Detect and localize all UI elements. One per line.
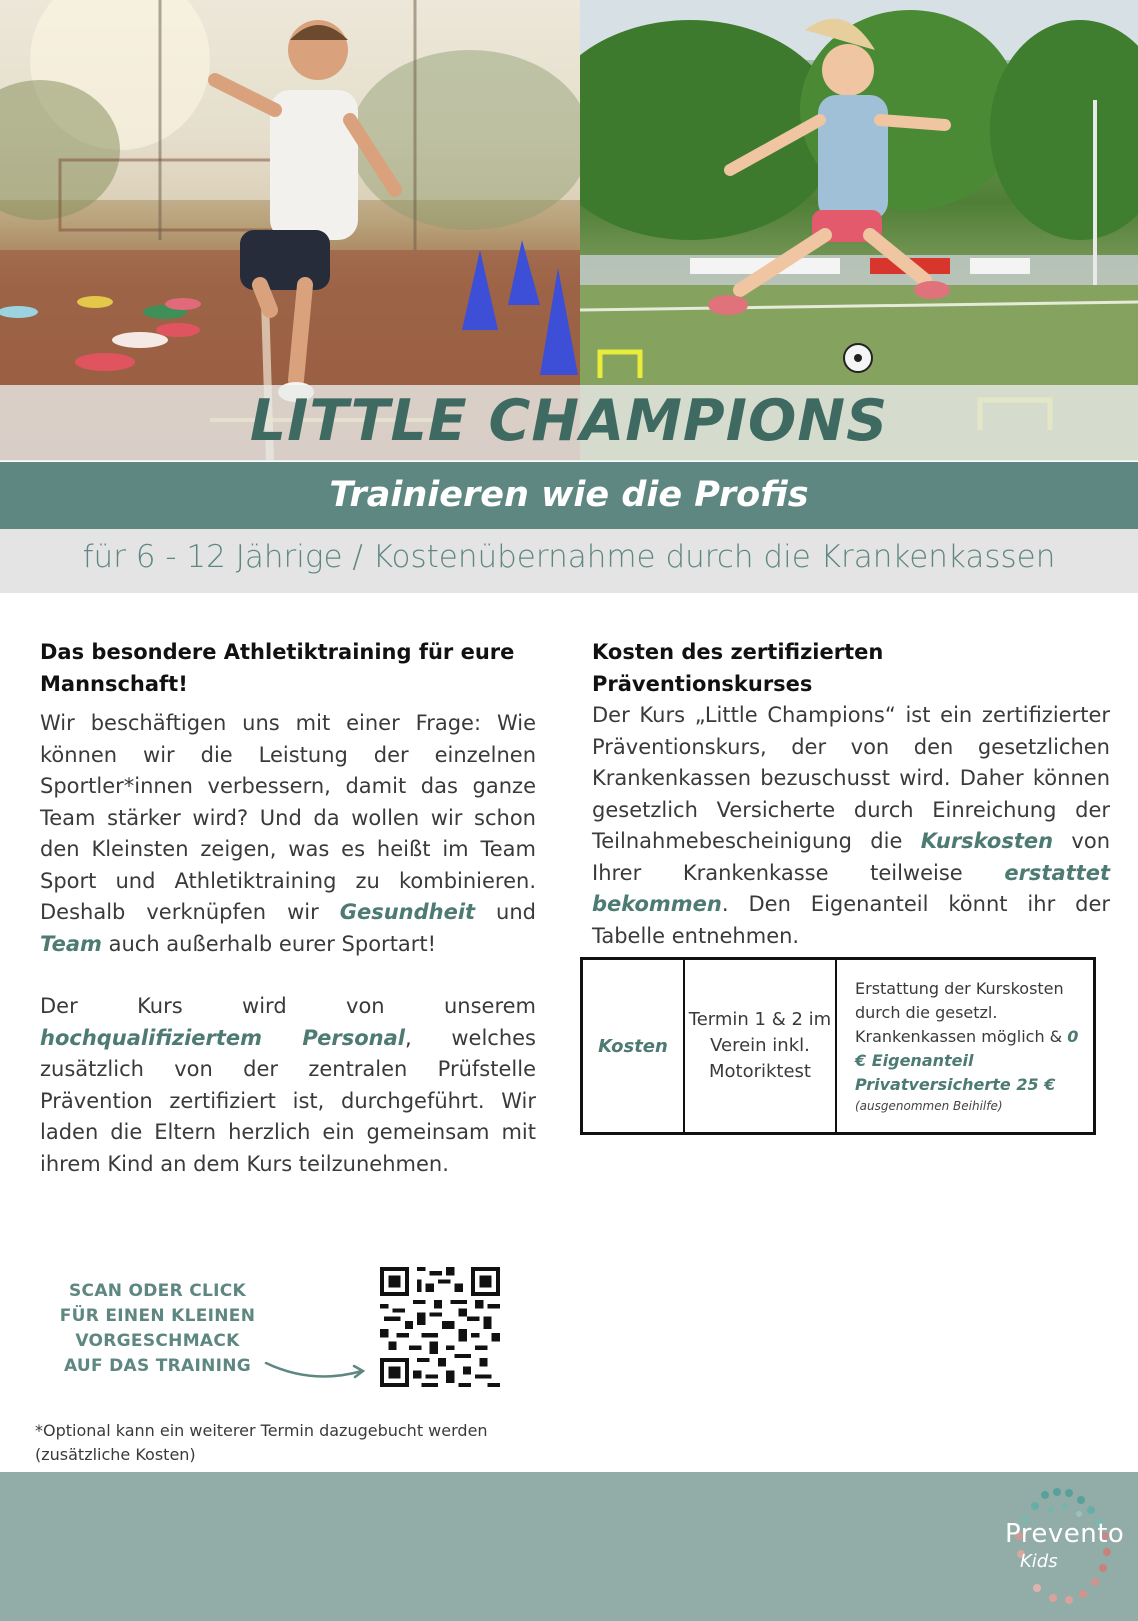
intro-paragraph [40, 708, 536, 960]
refund-text [855, 977, 1079, 1115]
refund-text-a: Erstattung der Kurskosten durch die gesetzl. Krankenkassen möglich & [855, 979, 1068, 1046]
logo-name: Prevento [1005, 1519, 1125, 1549]
highlight-privatversicherte: Privatversicherte 25 € [855, 1075, 1056, 1094]
term-cell [685, 960, 837, 1132]
main-title: LITTLE CHAMPIONS [249, 388, 889, 454]
intro-text-c: auch außerhalb eurer Sportart! [101, 931, 437, 956]
cost-text-b: von Ihrer Krankenkasse teilweise [592, 829, 1111, 885]
highlight-kurskosten: Kurskosten [920, 829, 1054, 853]
staff-text-b: , welches zusätzlich von der zentralen Prüfstelle Prävention zertifiziert ist, durchgeführt. Wir laden die Eltern herzlich ein gemeinsam mit ihrem Kind an dem Kurs teilzunehmen. [40, 1025, 536, 1176]
left-heading: Das besondere Athletiktraining für eure Mannschaft! [40, 640, 515, 696]
right-column [592, 637, 1110, 952]
footnote: *Optional kann ein weiterer Termin dazugebucht werden (zusätzliche Kosten) [35, 1421, 488, 1464]
qr-code-icon[interactable] [380, 1267, 500, 1387]
intro-text-b: und [475, 900, 537, 924]
right-heading: Kosten des zertifizierten Präventionskurses [592, 640, 884, 696]
highlight-gesundheit: Gesundheit [339, 900, 476, 924]
refund-note: (ausgenommen Beihilfe) [855, 1099, 1003, 1113]
cost-label-cell [583, 960, 685, 1132]
highlight-eigenanteil: 0 € Eigenanteil [855, 1027, 1079, 1070]
term-text: Termin 1 & 2 im Verein inkl. Motoriktest [688, 1009, 832, 1082]
curved-arrow-icon [262, 1357, 372, 1387]
staff-text-a: Der Kurs wird von unserem [40, 994, 536, 1018]
subtitle: Trainieren wie die Profis [329, 475, 809, 515]
cost-label: Kosten [598, 1035, 668, 1057]
cost-table [580, 957, 1096, 1135]
cost-text-c: . Den Eigenanteil könnt ihr der Tabelle entnehmen. [592, 892, 1110, 948]
refund-cell [837, 960, 1093, 1132]
highlight-erstattet: erstattet bekommen [592, 860, 1110, 916]
cost-text-a: Der Kurs „Little Champions“ ist ein zertifizierter Präventionskurs, der von den gesetzlichen Krankenkassen bezuschusst wird. Daher können gesetzlich Versicherte durch Einreichung der Teilnahmebescheinigung die [592, 703, 1110, 853]
highlight-team: Team [40, 931, 102, 956]
footer-band [0, 1472, 1138, 1621]
logo-sub: Kids [1020, 1551, 1058, 1572]
staff-paragraph [40, 991, 536, 1180]
intro-text-a: Wir beschäftigen uns mit einer Frage: Wie können wir die Leistung der einzelnen Sportler*innen verbessern, damit das ganze Team stärker wird? Und da wollen wir schon den Kleinsten zeigen, was es heißt im Team Sport und Athletiktraining zu kombinieren. Deshalb verknüpfen wir [40, 711, 536, 924]
scan-call-to-action: SCAN ODER CLICK FÜR EINEN KLEINEN VORGESCHMACK AUF DAS TRAINING [59, 1281, 256, 1376]
left-column [40, 637, 536, 1180]
cost-paragraph [592, 700, 1110, 952]
highlight-personal: hochqualifiziertem Personal [40, 1025, 406, 1050]
tagline: für 6 - 12 Jährige / Kostenübernahme durch die Krankenkassen [82, 539, 1056, 575]
